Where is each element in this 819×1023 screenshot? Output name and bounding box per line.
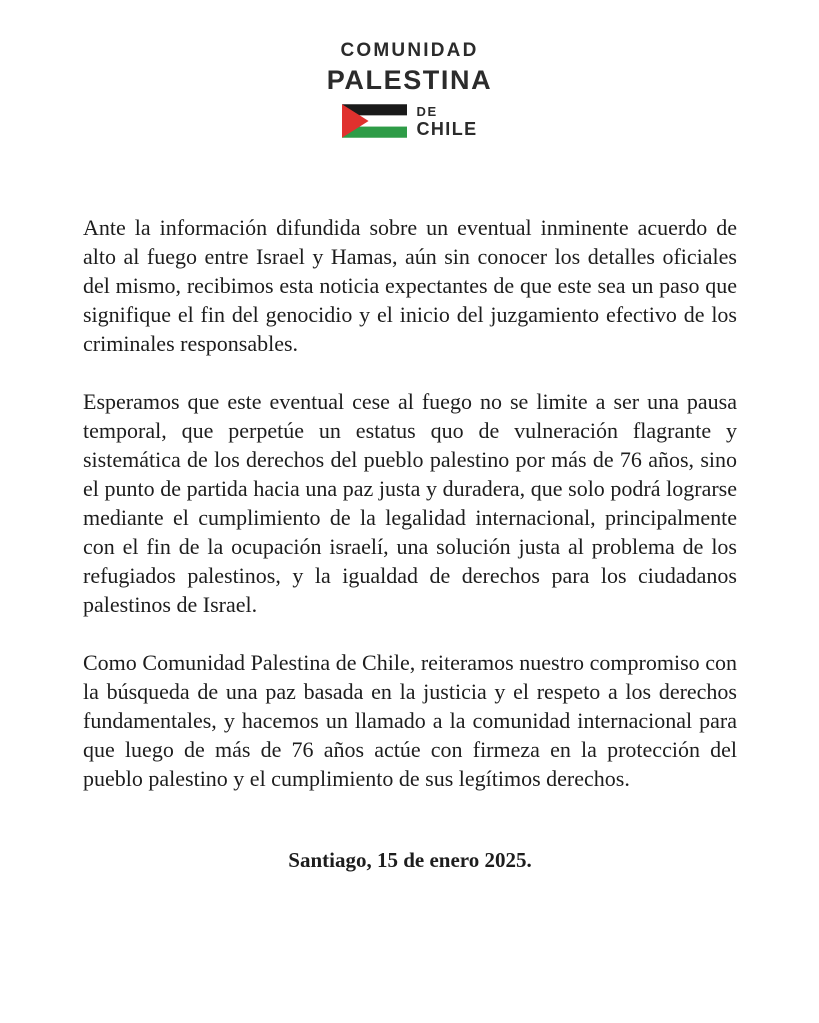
logo-dechile-block bbox=[407, 104, 478, 138]
logo-flag-row bbox=[342, 104, 478, 138]
logo-text-chile: CHILE bbox=[416, 119, 478, 139]
statement-paragraph-3: Como Comunidad Palestina de Chile, reiteramos nuestro compromiso con la búsqueda de una paz basada en la justicia y el respeto a los derechos fundamentales, y hacemos un llamado a la comunidad internacional para que luego de más de 76 años actúe con firmeza en la protección del pueblo palestino y el cumplimiento de sus legítimos derechos. bbox=[83, 650, 737, 791]
statement-paragraph-2: Esperamos que este eventual cese al fuego no se limite a ser una pausa temporal, que perpetúe un estatus quo de vulneración flagrante y sistemática de los derechos del pueblo palestino por más de 76 años, sino el punto de partida hacia una paz justa y duradera, que solo podrá lograrse mediante el cumplimiento de la legalidad internacional, principalmente con el fin de la ocupación israelí, una solución justa al problema de los refugiados palestinos, y la igualdad de derechos para los ciudadanos palestinos de Israel. bbox=[83, 389, 737, 617]
palestine-flag-icon bbox=[342, 104, 407, 138]
date-line: Santiago, 15 de enero 2025. bbox=[288, 848, 532, 872]
logo-text-comunidad: COMUNIDAD bbox=[340, 40, 479, 61]
org-logo bbox=[0, 0, 819, 138]
statement-paragraph-1: Ante la información difundida sobre un eventual inminente acuerdo de alto al fuego entre Israel y Hamas, aún sin conocer los detalles oficiales del mismo, recibimos esta noticia expectantes de que este sea un paso que signifique el fin del genocidio y el inicio del juzgamiento efectivo de los criminales responsables. bbox=[83, 215, 737, 356]
logo-text-de: DE bbox=[416, 104, 438, 119]
logo-text-palestina: PALESTINA bbox=[326, 65, 493, 95]
statement-body bbox=[83, 213, 737, 873]
